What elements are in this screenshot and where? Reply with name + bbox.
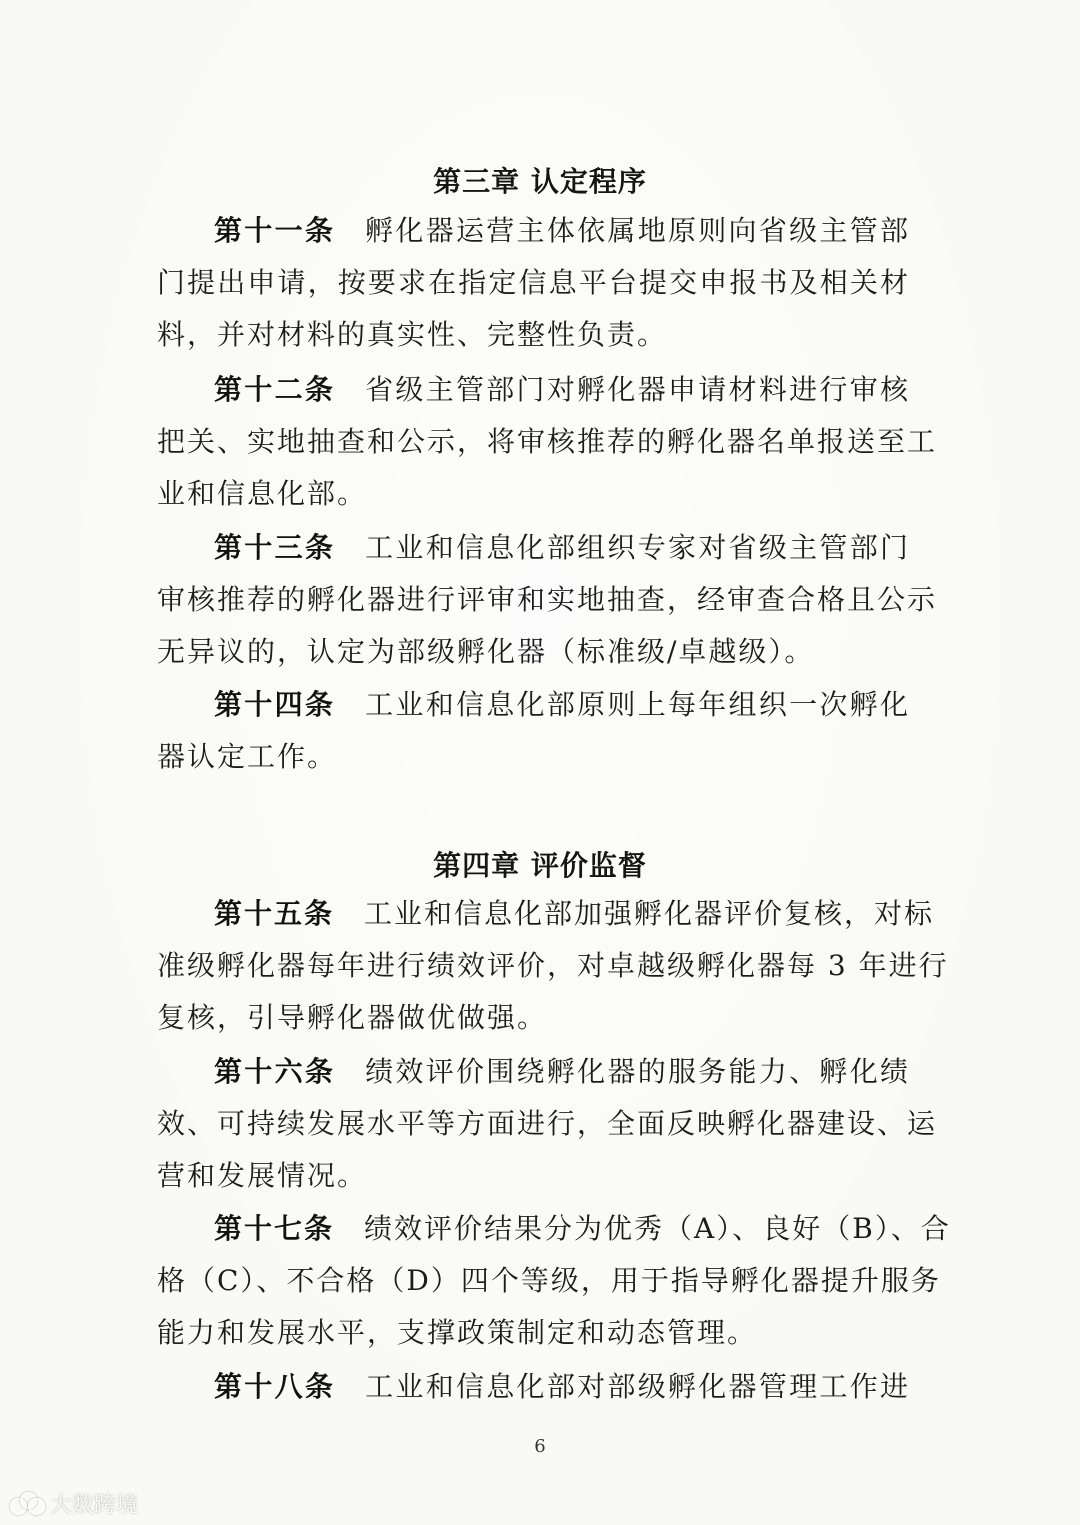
article-line: 营和发展情况。 bbox=[157, 1159, 368, 1192]
article-16 bbox=[157, 1046, 938, 1202]
article-label: 第十二条 bbox=[214, 373, 336, 406]
article-line bbox=[157, 522, 910, 574]
article-line bbox=[157, 1203, 951, 1255]
article-line: 把关、实地抽查和公示，将审核推荐的孵化器名单报送至工 bbox=[157, 425, 938, 458]
article-line: 器认定工作。 bbox=[157, 740, 338, 773]
article-label: 第十四条 bbox=[214, 688, 336, 721]
article-15 bbox=[157, 888, 949, 1044]
article-line bbox=[157, 1361, 910, 1413]
article-text: 工业和信息化部组织专家对省级主管部门 bbox=[365, 531, 910, 564]
article-text: 工业和信息化部对部级孵化器管理工作进 bbox=[365, 1370, 910, 1403]
article-line: 复核，引导孵化器做优做强。 bbox=[157, 1001, 548, 1034]
article-label: 第十五条 bbox=[214, 897, 335, 930]
article-line bbox=[157, 1046, 910, 1098]
article-line bbox=[157, 364, 910, 416]
article-line bbox=[157, 888, 935, 940]
article-text: 工业和信息化部加强孵化器评价复核，对标 bbox=[364, 897, 935, 930]
article-line: 格（C）、不合格（D）四个等级，用于指导孵化器提升服务 bbox=[157, 1264, 941, 1297]
article-label: 第十八条 bbox=[214, 1370, 336, 1403]
article-line: 能力和发展水平，支撑政策制定和动态管理。 bbox=[157, 1316, 758, 1349]
article-label: 第十三条 bbox=[214, 531, 336, 564]
watermark bbox=[10, 1488, 138, 1519]
article-line: 审核推荐的孵化器进行评审和实地抽查，经审查合格且公示 bbox=[157, 583, 938, 616]
article-12 bbox=[157, 364, 938, 520]
article-text: 省级主管部门对孵化器申请材料进行审核 bbox=[365, 373, 910, 406]
article-14 bbox=[157, 679, 910, 783]
chapter-4-heading: 第四章 评价监督 bbox=[433, 849, 647, 882]
article-text: 绩效评价围绕孵化器的服务能力、孵化绩 bbox=[365, 1055, 910, 1088]
page-number: 6 bbox=[534, 1436, 546, 1457]
article-18 bbox=[157, 1361, 910, 1413]
article-text: 绩效评价结果分为优秀（A）、良好（B）、合 bbox=[364, 1212, 951, 1245]
article-11 bbox=[157, 205, 910, 361]
article-text: 工业和信息化部原则上每年组织一次孵化 bbox=[365, 688, 910, 721]
article-line: 准级孵化器每年进行绩效评价，对卓越级孵化器每 3 年进行 bbox=[157, 949, 949, 982]
article-line: 无异议的，认定为部级孵化器（标准级/卓越级）。 bbox=[157, 635, 815, 668]
article-line bbox=[157, 205, 910, 257]
article-line bbox=[157, 679, 910, 731]
article-line: 料，并对材料的真实性、完整性负责。 bbox=[157, 318, 668, 351]
article-line: 门提出申请，按要求在指定信息平台提交申报书及相关材 bbox=[157, 266, 910, 299]
article-17 bbox=[157, 1203, 951, 1359]
article-label: 第十六条 bbox=[214, 1055, 336, 1088]
watermark-text: 大数跨境 bbox=[50, 1493, 139, 1518]
watermark-logo-icon bbox=[10, 1492, 44, 1516]
article-line: 效、可持续发展水平等方面进行，全面反映孵化器建设、运 bbox=[157, 1107, 938, 1140]
article-text: 孵化器运营主体依属地原则向省级主管部 bbox=[365, 214, 910, 247]
article-13 bbox=[157, 522, 938, 678]
article-label: 第十七条 bbox=[214, 1212, 335, 1245]
article-label: 第十一条 bbox=[214, 214, 336, 247]
chapter-3-heading: 第三章 认定程序 bbox=[433, 165, 647, 198]
article-line: 业和信息化部。 bbox=[157, 477, 368, 510]
